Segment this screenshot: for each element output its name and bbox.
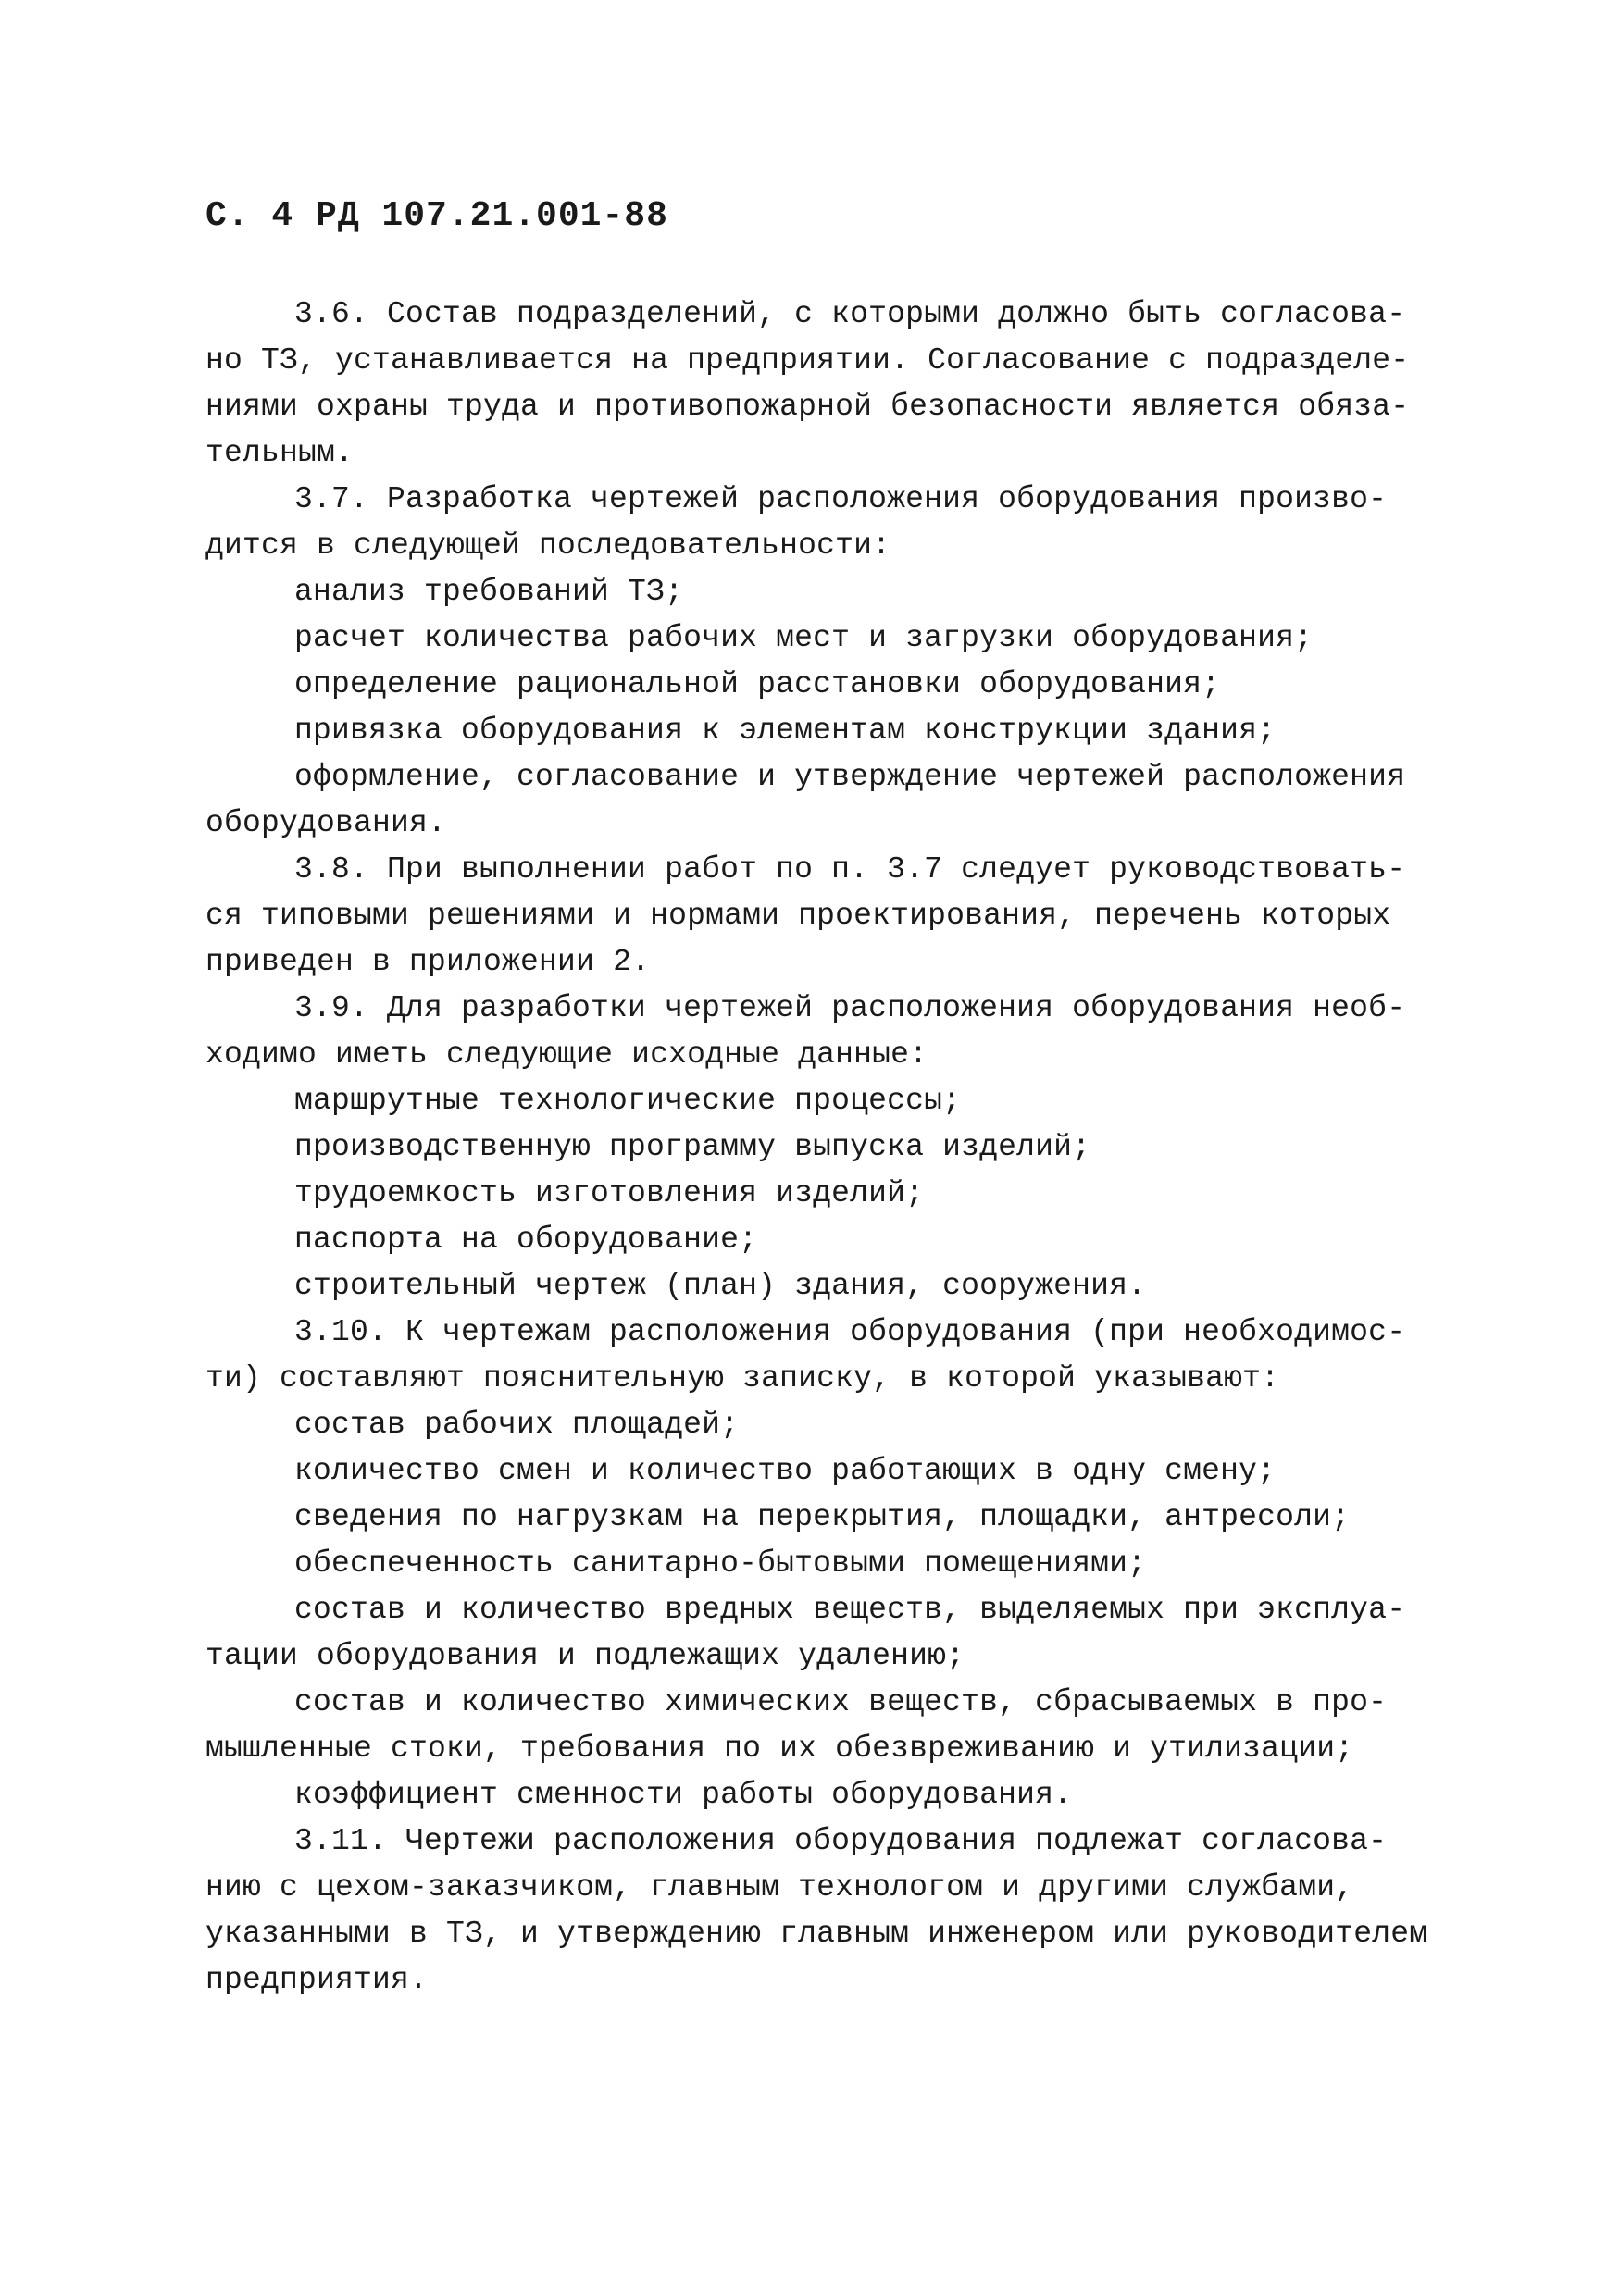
text-line: количество смен и количество работающих в одну смену; bbox=[294, 1454, 1277, 1488]
text-line: 3.11. Чертежи расположения оборудования подлежат согласова- bbox=[294, 1824, 1388, 1858]
text-line: 3.7. Разработка чертежей расположения оборудования произво- bbox=[294, 482, 1388, 516]
text-line: оборудования. bbox=[205, 806, 447, 840]
text-line: тельным. bbox=[205, 436, 355, 470]
text-line: оформление, согласование и утверждение чертежей расположения bbox=[294, 760, 1406, 794]
text-line: ти) составляют пояснительную записку, в которой указывают: bbox=[205, 1361, 1280, 1396]
text-line: обеспеченность санитарно-бытовыми помещениями; bbox=[294, 1546, 1147, 1581]
text-line: но ТЗ, устанавливается на предприятии. Согласование с подразделе- bbox=[205, 343, 1410, 378]
text-line: сведения по нагрузкам на перекрытия, площадки, антресоли; bbox=[294, 1500, 1351, 1534]
page-header: С. 4 РД 107.21.001-88 bbox=[205, 196, 668, 236]
text-line: производственную программу выпуска изделий; bbox=[294, 1130, 1091, 1164]
text-line: строительный чертеж (план) здания, сооружения. bbox=[294, 1269, 1147, 1303]
text-line: указанными в ТЗ, и утверждению главным инженером или руководителем bbox=[205, 1917, 1428, 1951]
text-line: тации оборудования и подлежащих удалению; bbox=[205, 1639, 965, 1673]
text-line: привязка оборудования к элементам конструкции здания; bbox=[294, 714, 1277, 748]
text-line: состав и количество химических веществ, сбрасываемых в про- bbox=[294, 1685, 1388, 1719]
text-line: ходимо иметь следующие исходные данные: bbox=[205, 1037, 928, 1072]
text-line: состав рабочих площадей; bbox=[294, 1408, 740, 1442]
text-line: трудоемкость изготовления изделий; bbox=[294, 1176, 925, 1210]
text-line: дится в следующей последовательности: bbox=[205, 528, 891, 563]
text-line: 3.9. Для разработки чертежей расположения оборудования необ- bbox=[294, 991, 1406, 1025]
text-line: 3.10. К чертежам расположения оборудования (при необходимос- bbox=[294, 1315, 1406, 1349]
text-line: 3.8. При выполнении работ по п. 3.7 следует руководствовать- bbox=[294, 852, 1406, 887]
text-line: анализ требований ТЗ; bbox=[294, 575, 684, 609]
text-line: мышленные стоки, требования по их обезвреживанию и утилизации; bbox=[205, 1731, 1354, 1766]
text-line: состав и количество вредных веществ, выделяемых при эксплуа- bbox=[294, 1593, 1406, 1627]
text-line: нию с цехом-заказчиком, главным технологом и другими службами, bbox=[205, 1870, 1354, 1905]
text-line: коэффициент сменности работы оборудования. bbox=[294, 1778, 1073, 1812]
text-line: маршрутные технологические процессы; bbox=[294, 1084, 962, 1118]
text-line: 3.6. Состав подразделений, с которыми должно быть согласова- bbox=[294, 297, 1406, 331]
text-line: расчет количества рабочих мест и загрузки оборудования; bbox=[294, 621, 1314, 655]
text-line: паспорта на оборудование; bbox=[294, 1222, 758, 1257]
text-line: ниями охраны труда и противопожарной безопасности является обяза- bbox=[205, 390, 1410, 424]
text-line: приведен в приложении 2. bbox=[205, 945, 651, 979]
text-line: ся типовыми решениями и нормами проектирования, перечень которых bbox=[205, 899, 1391, 933]
text-line: предприятия. bbox=[205, 1963, 429, 1997]
text-line: определение рациональной расстановки оборудования; bbox=[294, 667, 1221, 701]
